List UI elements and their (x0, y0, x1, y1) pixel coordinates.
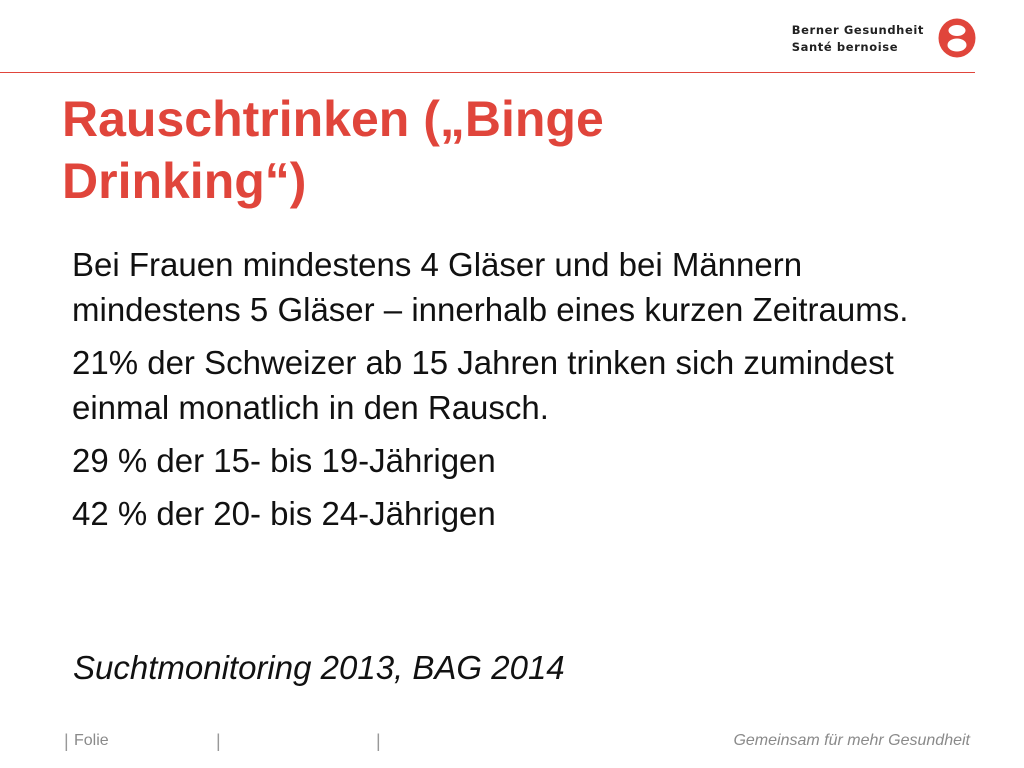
body-paragraph: 42 % der 20- bis 24-Jährigen (72, 495, 496, 532)
slide-body (72, 242, 972, 544)
slide-footer (0, 718, 1024, 768)
slide-title: Rauschtrinken („Binge Drinking“) (62, 91, 604, 209)
footer-separator: | (216, 731, 221, 751)
body-paragraph: Bei Frauen mindestens 4 Gläser und bei Männern mindestens 5 Gläser – innerhalb eines kurzen Zeitraums. (72, 246, 909, 328)
brand-name-de: Berner Gesundheit (791, 23, 924, 37)
footer-slide-label: Folie (74, 732, 109, 749)
source-citation: Suchtmonitoring 2013, BAG 2014 (73, 649, 565, 686)
footer-separator: | (64, 731, 69, 751)
brand-text (792, 22, 924, 56)
body-paragraph: 21% der Schweizer ab 15 Jahren trinken sich zumindest einmal monatlich in den Rausch. (72, 344, 894, 426)
footer-separator: | (376, 731, 381, 751)
footer-slogan: Gemeinsam für mehr Gesundheit (733, 732, 970, 749)
body-paragraph: 29 % der 15- bis 19-Jährigen (72, 442, 496, 479)
berner-gesundheit-logo-icon (938, 18, 976, 58)
brand-name-fr: Santé bernoise (791, 40, 899, 54)
header-divider (0, 72, 975, 73)
